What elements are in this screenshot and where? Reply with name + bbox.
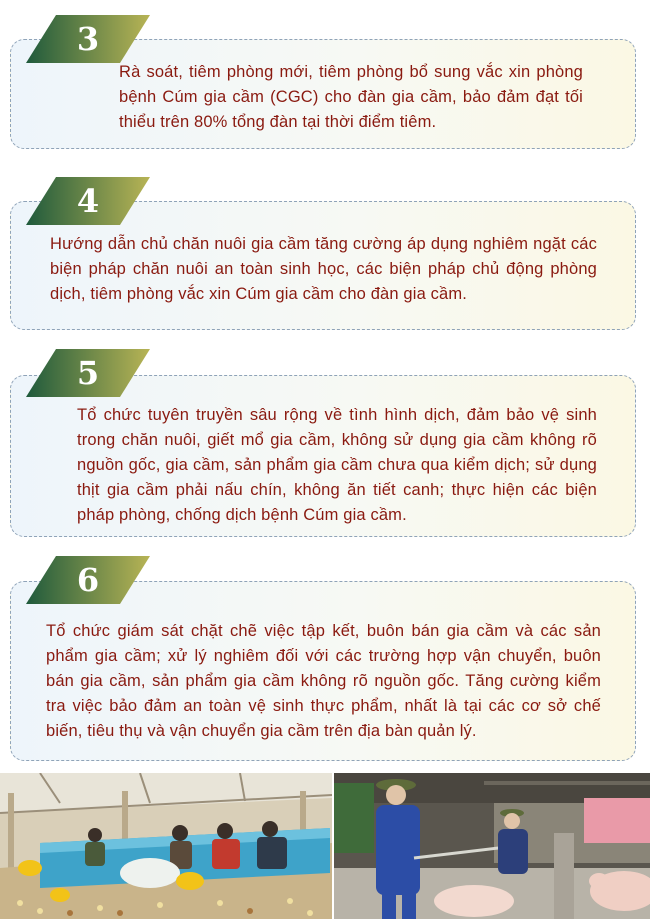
step-badge-6 [26, 556, 150, 604]
poultry-farm-vaccination-photo [0, 773, 332, 919]
photo-strip [0, 773, 650, 919]
step-badge-3 [26, 15, 150, 63]
step-badge-5 [26, 349, 150, 397]
step-number-4: 4 [76, 182, 100, 220]
step-text-6: Tổ chức giám sát chặt chẽ việc tập kết, buôn bán gia cầm và các sản phẩm gia cầm; xử lý nghiêm đối với các trường hợp vận chuyển, buôn bán gia cầm, sản phẩm gia cầm không rõ nguồn gốc. Tăng cường kiểm tra việc bảo đảm an toàn vệ sinh thực phẩm, nhất là tại các cơ sở chế biến, tiêu thụ và vận chuyển gia cầm trên địa bàn quản lý. [46, 622, 601, 740]
step-card-6 [10, 581, 636, 761]
step-number-6: 6 [76, 561, 100, 599]
step-text-3: Rà soát, tiêm phòng mới, tiêm phòng bổ sung vắc xin phòng bệnh Cúm gia cầm (CGC) cho đàn gia cầm, bảo đảm đạt tối thiểu trên 80% tổng đàn tại thời điểm tiêm. [119, 63, 583, 131]
step-card-5 [10, 375, 636, 537]
step-text-4: Hướng dẫn chủ chăn nuôi gia cầm tăng cường áp dụng nghiêm ngặt các biện pháp chăn nuôi an toàn sinh học, các biện pháp chủ động phòng dịch, tiêm phòng vắc xin Cúm gia cầm cho đàn gia cầm. [50, 235, 597, 303]
step-text-5: Tổ chức tuyên truyền sâu rộng về tình hình dịch, đảm bảo vệ sinh trong chăn nuôi, giết mổ gia cầm, không sử dụng gia cầm không rõ nguồn gốc, gia cầm, sản phẩm gia cầm chưa qua kiểm dịch; sử dụng thịt gia cầm phải nấu chín, không ăn tiết canh; thực hiện các biện pháp phòng, chống dịch bệnh Cúm gia cầm. [77, 406, 597, 524]
step-number-5: 5 [76, 354, 100, 392]
pig-farm-disinfection-photo [334, 773, 650, 919]
step-badge-4 [26, 177, 150, 225]
step-number-3: 3 [76, 20, 100, 58]
